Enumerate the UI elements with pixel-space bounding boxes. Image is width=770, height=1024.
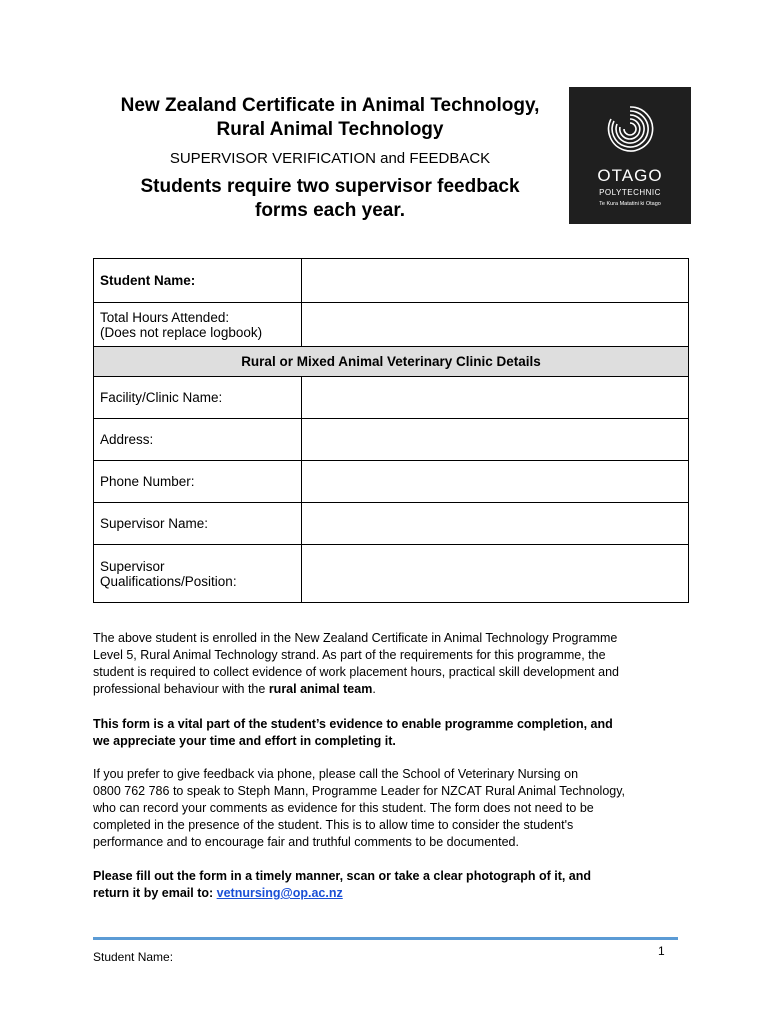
paragraph-line: who can record your comments as evidence for this student. The form does not need to be [93,801,594,815]
paragraph-line [93,681,693,698]
phone-feedback-paragraph [93,766,693,851]
swirl-logo-icon [605,103,655,159]
logo-tagline: Te Kura Matatini ki Otago [599,201,661,207]
requirement-notice [60,175,600,223]
facility-label: Facility/Clinic Name: [94,377,302,419]
form-row-hours [94,303,689,347]
qualifications-label-line-1: Supervisor [100,558,165,574]
paragraph-line [93,885,693,902]
document-subtitle: SUPERVISOR VERIFICATION and FEEDBACK [169,150,491,167]
notice-line-2: forms each year. [255,200,405,221]
address-label: Address: [94,419,302,461]
paragraph-line: 0800 762 786 to speak to Steph Mann, Programme Leader for NZCAT Rural Animal Technology, [93,784,626,798]
form-row-facility [94,377,689,419]
supervisor-name-field[interactable] [302,503,689,545]
form-row-address [94,419,689,461]
supervisor-name-label: Supervisor Name: [94,503,302,545]
paragraph-line: completed in the presence of the student. This is to allow time to consider the student's [93,818,574,832]
document-title [60,94,600,142]
paragraph-line: This form is a vital part of the student’s evidence to enable programme completion, and [93,717,613,731]
form-row-supervisor-name [94,503,689,545]
facility-field[interactable] [302,377,689,419]
logo-brand-text: OTAGO [597,166,663,185]
hours-label [94,303,302,347]
header [60,94,600,223]
paragraph-line: Please fill out the form in a timely manner, scan or take a clear photograph of it, and [93,869,592,883]
paragraph-line: we appreciate your time and effort in completing it. [93,734,396,748]
paragraph-line: Level 5, Rural Animal Technology strand. As part of the requirements for this programme, the [93,648,606,662]
hours-label-line-1: Total Hours Attended: [100,309,230,325]
text-span: professional behaviour with the [93,682,269,696]
rural-animal-team-emphasis: rural animal team [268,682,373,696]
email-link[interactable]: vetnursing@op.ac.nz [216,886,343,900]
page-number: 1 [658,944,665,958]
text-span: return it by email to: [93,886,217,900]
verification-form-table [93,258,689,603]
paragraph-line: The above student is enrolled in the New Zealand Certificate in Animal Technology Programme [93,631,618,645]
paragraph-line: student is required to collect evidence of work placement hours, practical skill development and [93,665,619,679]
paragraph-line: performance and to encourage fair and truthful comments to be documented. [93,835,519,849]
footer-divider [93,937,678,940]
form-row-phone [94,461,689,503]
enrolment-paragraph [93,630,693,698]
otago-polytechnic-logo [569,87,691,224]
hours-label-line-2: (Does not replace logbook) [100,324,263,340]
form-row-qualifications [94,545,689,603]
phone-label: Phone Number: [94,461,302,503]
title-line-1: New Zealand Certificate in Animal Technology, [120,95,540,116]
paragraph-line: If you prefer to give feedback via phone, please call the School of Veterinary Nursing on [93,767,579,781]
form-row-section-heading [94,347,689,377]
logo-brand-subtext: POLYTECHNIC [599,188,661,197]
phone-field[interactable] [302,461,689,503]
notice-line-1: Students require two supervisor feedback [140,176,520,197]
student-name-field[interactable] [302,259,689,303]
qualifications-label [94,545,302,603]
return-instructions-paragraph [93,868,693,902]
student-name-label: Student Name: [94,259,302,303]
hours-field[interactable] [302,303,689,347]
importance-paragraph [93,716,693,750]
clinic-details-heading: Rural or Mixed Animal Veterinary Clinic Details [94,347,689,377]
title-line-2: Rural Animal Technology [216,119,444,140]
qualifications-label-line-2: Qualifications/Position: [100,573,237,589]
text-span: . [372,682,376,696]
form-row-student-name [94,259,689,303]
qualifications-field[interactable] [302,545,689,603]
footer-student-name-label: Student Name: [93,950,174,964]
address-field[interactable] [302,419,689,461]
